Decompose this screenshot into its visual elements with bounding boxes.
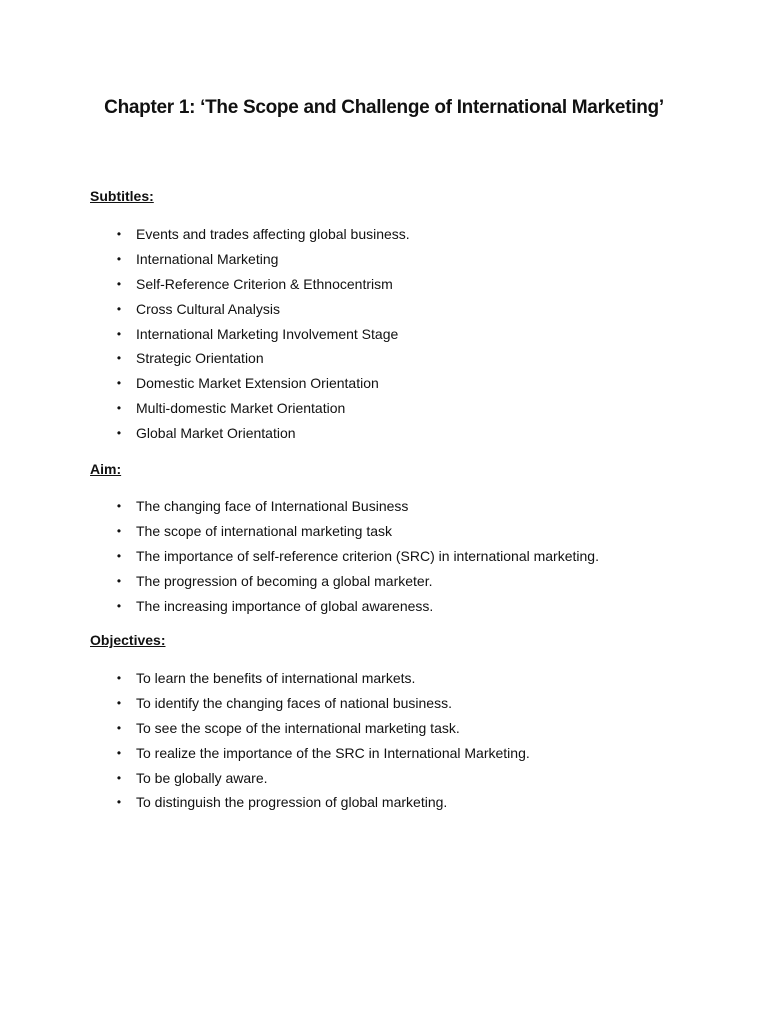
bullet-icon: • <box>116 401 122 416</box>
list-item-text: The scope of international marketing task <box>136 522 393 539</box>
bullet-icon: • <box>116 326 122 341</box>
bullet-icon: • <box>116 227 122 241</box>
bullet-icon: • <box>116 301 122 316</box>
bullet-icon: • <box>116 695 122 710</box>
bullet-icon: • <box>116 426 122 441</box>
list-item-text: Multi-domestic Market Orientation <box>136 400 346 417</box>
bullet-icon: • <box>116 598 122 613</box>
list-item-text: Self-Reference Criterion & Ethnocentrism <box>136 275 393 292</box>
bullet-icon: • <box>116 276 122 291</box>
list-item-text: The changing face of International Business <box>136 498 409 514</box>
list-item-text: To identify the changing faces of national business. <box>136 694 452 711</box>
list-item-text: The progression of becoming a global marketer. <box>136 572 433 589</box>
bullet-icon: • <box>116 745 122 760</box>
list-item-text: The increasing importance of global awareness. <box>136 597 434 614</box>
bullet-icon: • <box>116 795 122 810</box>
bullet-icon: • <box>116 499 122 513</box>
list-item-text: International Marketing <box>136 250 279 267</box>
bullet-icon: • <box>116 671 122 685</box>
bullet-icon: • <box>116 351 122 366</box>
list-item-text: To be globally aware. <box>136 769 268 786</box>
list-item-text: Events and trades affecting global business. <box>136 226 410 242</box>
subtitles-heading: Subtitles: <box>90 188 154 204</box>
objectives-heading: Objectives: <box>90 632 166 648</box>
list-item-text: International Marketing Involvement Stage <box>136 325 399 342</box>
list-item-text: The importance of self-reference criterion (SRC) in international marketing. <box>136 547 599 564</box>
bullet-icon: • <box>116 770 122 785</box>
bullet-icon: • <box>116 720 122 735</box>
chapter-title: Chapter 1: ‘The Scope and Challenge of International Marketing’ <box>104 97 664 118</box>
list-item-text: Domestic Market Extension Orientation <box>136 375 379 392</box>
list-item-text: Cross Cultural Analysis <box>136 300 280 317</box>
list-item-text: To learn the benefits of international markets. <box>136 670 416 686</box>
list-item-text: To realize the importance of the SRC in International Marketing. <box>136 744 530 761</box>
bullet-icon: • <box>116 376 122 391</box>
bullet-icon: • <box>116 548 122 563</box>
list-item-text: Strategic Orientation <box>136 350 264 367</box>
list-item-text: Global Market Orientation <box>136 425 296 442</box>
bullet-icon: • <box>116 523 122 538</box>
bullet-icon: • <box>116 251 122 266</box>
bullet-icon: • <box>116 573 122 588</box>
list-item-text: To see the scope of the international marketing task. <box>136 719 460 736</box>
list-item-text: To distinguish the progression of global marketing. <box>136 794 448 811</box>
aim-heading: Aim: <box>90 461 122 477</box>
